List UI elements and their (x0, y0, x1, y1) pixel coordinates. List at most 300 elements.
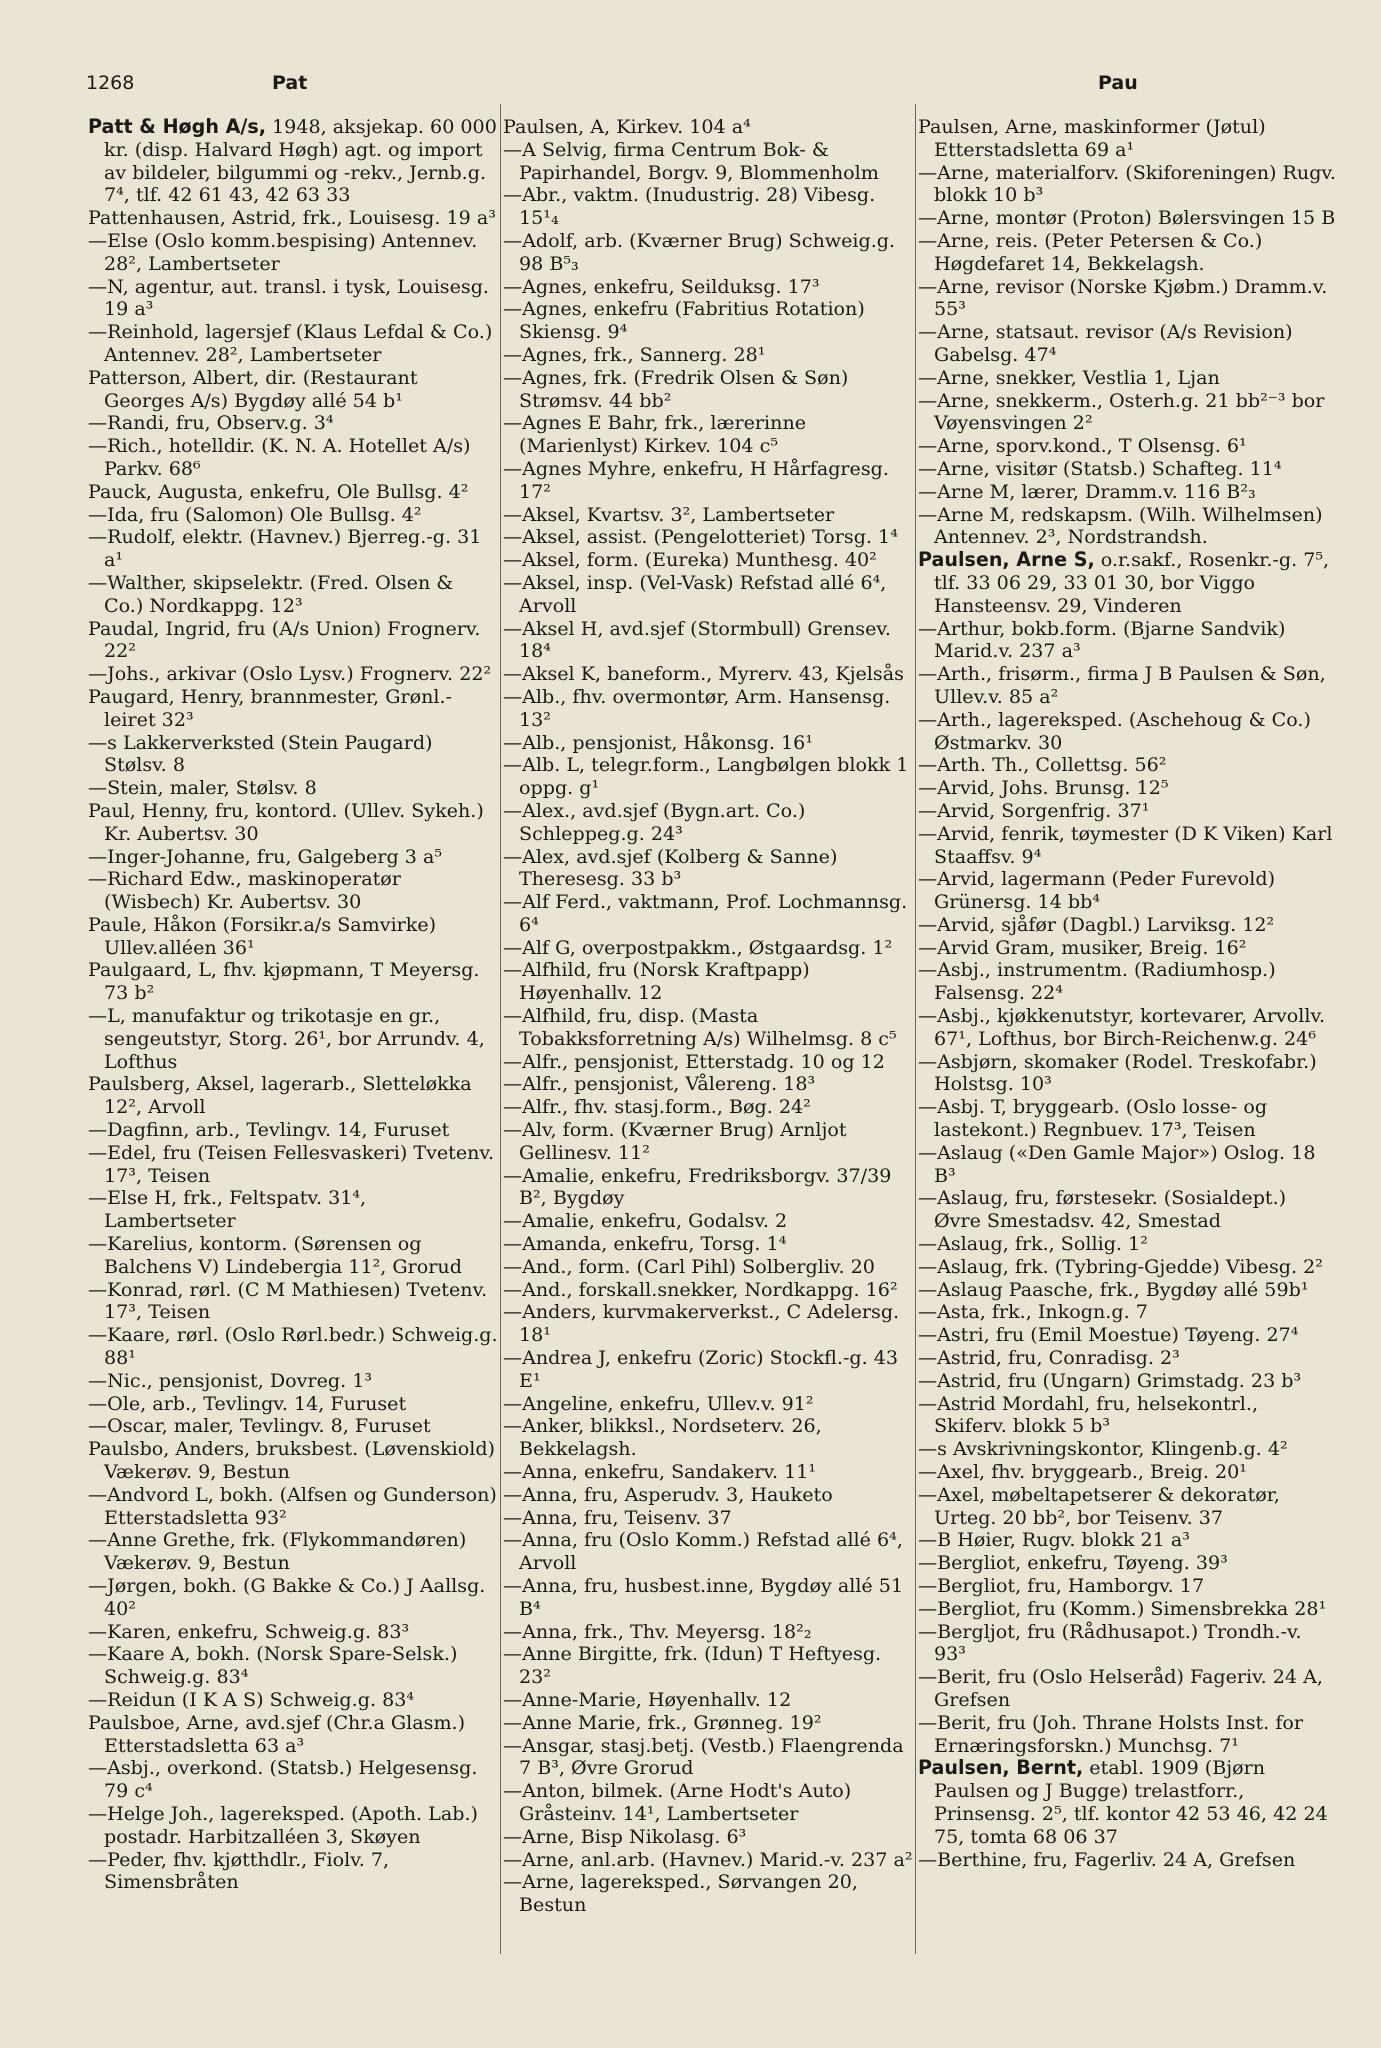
entry-text: —Arne, materialforv. (Skiforeningen) Rugv. blokk 10 b³ (918, 160, 1337, 207)
entry-text: —s Avskrivningskontor, Klingenb.g. 4² (918, 1437, 1288, 1461)
directory-entry (918, 1256, 1336, 1279)
entry-heading: Paulsen, Bernt, (918, 1756, 1084, 1780)
directory-entry (88, 1529, 498, 1575)
directory-entry (88, 1142, 498, 1188)
directory-entry (918, 116, 1336, 162)
directory-entry (88, 504, 498, 527)
entry-text: —Randi, fru, Observ.g. 3⁴ (88, 411, 334, 435)
directory-entry (88, 777, 498, 800)
entry-text: —Arvid, lagermann (Peder Furevold) Grünersg. 14 bb⁴ (918, 867, 1276, 914)
directory-entry (503, 1643, 913, 1689)
directory-entry (88, 1005, 498, 1073)
directory-entry (503, 1712, 913, 1735)
directory-entry (918, 1142, 1336, 1188)
entry-text: —Arne, reis. (Peter Petersen & Co.) Høgdefaret 14, Bekkelagsh. (918, 228, 1263, 275)
entry-text: —Arth., frisørm., firma J B Paulsen & Søn, Ullev.v. 85 a² (918, 662, 1326, 708)
directory-entry (88, 412, 498, 435)
entry-text: —Rudolf, elektr. (Havnev.) Bjerreg.-g. 31 a¹ (88, 525, 482, 572)
entry-text: Paulsbo, Anders, bruksbest. (Løvenskiold) Vækerøv. 9, Bestun (88, 1437, 496, 1484)
directory-entry (88, 116, 498, 207)
directory-entry (88, 1803, 498, 1849)
directory-entry (918, 1461, 1336, 1484)
entry-text: —Bergljot, fru (Rådhusapot.) Trondh.-v. 93³ (918, 1619, 1302, 1666)
directory-entry (503, 116, 913, 139)
entry-text: —Arvid, Johs. Brunsg. 12⁵ (918, 776, 1169, 800)
directory-entry (918, 914, 1336, 937)
directory-entry (918, 1324, 1336, 1347)
entry-text: —Alb. L, telegr.form., Langbølgen blokk 1 oppg. g¹ (503, 753, 909, 800)
directory-entry (88, 481, 498, 504)
entry-text: —Agnes, enkefru (Fabritius Rotation) Skiensg. 9⁴ (503, 297, 865, 344)
directory-entry (503, 959, 913, 1005)
left-guide-word: Pat (272, 72, 308, 94)
entry-text: Paulsberg, Aksel, lagerarb., Sletteløkka 12², Arvoll (88, 1072, 472, 1119)
directory-entry (503, 1735, 913, 1781)
entry-text: —Anne Grethe, frk. (Flykommandøren) Vækerøv. 9, Bestun (88, 1528, 467, 1575)
entry-text: —Bergliot, fru, Hamborgv. 17 (918, 1574, 1205, 1597)
directory-entry (918, 1575, 1336, 1598)
directory-entry (918, 390, 1336, 436)
directory-entry (503, 184, 913, 230)
entry-text: —Anders, kurvmakerverkst., C Adelersg. 18¹ (503, 1300, 900, 1347)
directory-entry (503, 1780, 913, 1826)
directory-entry (918, 367, 1336, 390)
directory-entry (88, 1393, 498, 1416)
entry-text: —Stein, maler, Stølsv. 8 (88, 776, 317, 800)
entry-text: —Berthine, fru, Fagerliv. 24 A, Grefsen (918, 1847, 1296, 1871)
entry-text: —Asta, frk., Inkogn.g. 7 (918, 1300, 1148, 1324)
directory-entry (918, 1301, 1336, 1324)
entry-text: o.r.sakf., Rosenkr.-g. 7⁵, tlf. 33 06 29, 33 01 30, bor Viggo Hansteensv. 29, Vinderen (934, 548, 1330, 617)
entry-text: —Anker, blikksl., Nordseterv. 26, Bekkelagsh. (503, 1414, 822, 1461)
directory-entry (88, 1233, 498, 1279)
entry-text: —Aksel, Kvartsv. 3², Lambertseter (503, 502, 835, 526)
directory-entry (503, 1849, 913, 1872)
directory-entry (503, 367, 913, 413)
entry-text: —s Lakkerverksted (Stein Paugard) Stølsv. 8 (88, 730, 433, 777)
entry-text: —Agnes, frk. (Fredrik Olsen & Søn) Strømsv. 44 bb² (503, 365, 849, 412)
entry-text: —Karen, enkefru, Schweig.g. 83³ (88, 1619, 410, 1643)
entry-text: —Anna, fru, Asperudv. 3, Hauketo (503, 1482, 833, 1506)
entry-text: —Arvid, sjåfør (Dagbl.) Larviksg. 12² (918, 912, 1275, 936)
directory-entry (88, 230, 498, 276)
entry-text: —Karelius, kontorm. (Sørensen og Balchens V) Lindebergia 11², Grorud (88, 1232, 462, 1278)
entry-text: —Nic., pensjonist, Dovreg. 1³ (88, 1368, 373, 1392)
entry-text: —Johs., arkivar (Oslo Lysv.) Frognerv. 22² (88, 662, 492, 686)
entry-text: —Agnes E Bahr, frk., lærerinne (Marienlyst) Kirkev. 104 c⁵ (503, 411, 807, 458)
directory-entry (88, 663, 498, 686)
page-number: 1268 (86, 72, 135, 94)
entry-text: —Else (Oslo komm.bespising) Antennev. 28², Lambertseter (88, 228, 478, 275)
entry-text: —Aksel, insp. (Vel-Vask) Refstad allé 6⁴, Arvoll (503, 570, 887, 617)
directory-entry (503, 504, 913, 527)
entry-text: —Amanda, enkefru, Torsg. 1⁴ (503, 1232, 787, 1256)
entry-text: Paulsen, A, Kirkev. 104 a⁴ (503, 115, 751, 138)
directory-entry (88, 1712, 498, 1758)
directory-entry (88, 1415, 498, 1438)
entry-text: —Anna, enkefru, Sandakerv. 11¹ (503, 1460, 817, 1484)
directory-entry (918, 1279, 1336, 1302)
directory-entry (88, 1324, 498, 1370)
entry-text: —Andrea J, enkefru (Zoric) Stockfl.-g. 43 E¹ (503, 1346, 899, 1392)
entry-text: —Arne, montør (Proton) Bølersvingen 15 B (918, 206, 1336, 230)
entry-text: —Arvid Gram, musiker, Breig. 16² (918, 935, 1247, 959)
directory-entry (503, 1165, 913, 1211)
entry-text: —Amalie, enkefru, Godalsv. 2 (503, 1209, 788, 1233)
entry-text: —Edel, fru (Teisen Fellesvaskeri) Tvetenv. 17³, Teisen (88, 1140, 495, 1187)
entry-text: —Astrid, fru (Ungarn) Grimstadg. 23 b³ (918, 1368, 1302, 1392)
directory-entry (88, 1484, 498, 1530)
entry-text: —Arne, snekker, Vestlia 1, Ljan (918, 365, 1220, 389)
entry-text: —Agnes Myhre, enkefru, H Hårfagresg. 17² (503, 456, 889, 503)
directory-entry (918, 230, 1336, 276)
entry-text: Paulsen, Arne, maskinformer (Jøtul) Etterstadsletta 69 a¹ (918, 115, 1266, 161)
entry-text: —B Høier, Rugv. blokk 21 a³ (918, 1528, 1190, 1552)
entry-text: Paudal, Ingrid, fru (A/s Union) Frognerv. 22² (88, 616, 481, 663)
directory-entry (503, 1051, 913, 1074)
entry-text: etabl. 1909 (Bjørn Paulsen og J Bugge) trelastforr., Prinsensg. 2⁵, tlf. kontor 42 53 46, 42 24 75, tomta 68 06 37 (934, 1756, 1328, 1848)
entry-text: —Alf G, overpostpakkm., Østgaardsg. 1² (503, 935, 893, 959)
directory-entry (918, 435, 1336, 458)
entry-text: —Bergliot, fru (Komm.) Simensbrekka 28¹ (918, 1596, 1327, 1620)
directory-entry (88, 1575, 498, 1621)
entry-text: —Alb., pensjonist, Håkonsg. 16¹ (503, 730, 813, 754)
directory-entry (503, 937, 913, 960)
entry-text: —Anne Marie, frk., Grønneg. 19² (503, 1710, 822, 1734)
entry-text: —Alfr., pensjonist, Etterstadg. 10 og 12 (503, 1049, 885, 1073)
entry-text: —Dagfinn, arb., Tevlingv. 14, Furuset (88, 1118, 450, 1142)
directory-entry (503, 344, 913, 367)
directory-entry (88, 686, 498, 732)
entry-text: Pattenhausen, Astrid, frk., Louisesg. 19 a³ (88, 206, 496, 230)
page-header (0, 72, 1381, 106)
directory-entry (88, 800, 498, 846)
entry-text: —Alv, form. (Kværner Brug) Arnljot Gellinesv. 11² (503, 1118, 847, 1164)
entry-text: —Ansgar, stasj.betj. (Vestb.) Flaengrenda 7 B³, Øvre Grorud (503, 1733, 904, 1780)
entry-text: —Arne, statsaut. revisor (A/s Revision) Gabelsg. 47⁴ (918, 320, 1293, 366)
directory-entry (503, 1233, 913, 1256)
directory-entry (88, 1119, 498, 1142)
entry-text: —Alfhild, fru, disp. (Masta Tobakksforretning A/s) Wilhelmsg. 8 c⁵ (503, 1004, 897, 1050)
directory-entry (918, 549, 1336, 617)
directory-entry (88, 868, 498, 914)
directory-entry (503, 1575, 913, 1621)
directory-entry (503, 549, 913, 572)
entry-text: —Berit, fru (Joh. Thrane Holsts Inst. for Ernæringsforskn.) Munchsg. 7¹ (918, 1710, 1304, 1757)
directory-entry (503, 732, 913, 755)
directory-entry (918, 1393, 1336, 1439)
directory-entry (88, 618, 498, 664)
entry-text: —Arne M, lærer, Dramm.v. 116 B²₃ (918, 479, 1256, 503)
directory-entry (503, 846, 913, 892)
directory-entry (503, 1119, 913, 1165)
column-divider (915, 104, 916, 1954)
entry-text: —Arne, lagereksped., Sørvangen 20, Bestun (503, 1870, 858, 1917)
entry-text: —Alex., avd.sjef (Bygn.art. Co.) Schleppeg.g. 24³ (503, 798, 806, 845)
entry-text: —Kaare A, bokh. (Norsk Spare-Selsk.) Schweig.g. 83⁴ (88, 1642, 458, 1689)
directory-entry (918, 481, 1336, 504)
directory-entry (503, 1301, 913, 1347)
entry-text: —Aksel K, baneform., Myrerv. 43, Kjelsås (503, 662, 904, 686)
directory-entry (918, 663, 1336, 709)
entry-text: —Asbj., instrumentm. (Radiumhosp.) Falsensg. 22⁴ (918, 958, 1276, 1005)
directory-entry (918, 937, 1336, 960)
directory-entry (503, 298, 913, 344)
entry-text: Paulgaard, L, fhv. kjøpmann, T Meyersg. 73 b² (88, 958, 480, 1005)
directory-entry (88, 321, 498, 367)
directory-entry (503, 458, 913, 504)
column-divider (500, 104, 501, 1954)
column-2 (503, 116, 913, 1917)
directory-entry (918, 162, 1336, 208)
directory-entry (503, 1096, 913, 1119)
entry-text: —Arne, visitør (Statsb.) Schafteg. 11⁴ (918, 456, 1282, 480)
entry-text: —Alfr., fhv. stasj.form., Bøg. 24² (503, 1095, 811, 1119)
entry-text: —N, agentur, aut. transl. i tysk, Louisesg. 19 a³ (88, 274, 489, 321)
entry-text: —Walther, skipselektr. (Fred. Olsen & Co.) Nordkappg. 12³ (88, 570, 454, 617)
directory-entry (503, 618, 913, 664)
entry-text: —Anton, bilmek. (Arne Hodt's Auto) Gråsteinv. 14¹, Lambertseter (503, 1779, 852, 1825)
entry-text: —Astrid Mordahl, fru, helsekontrl., Skiferv. blokk 5 b³ (918, 1391, 1259, 1438)
entry-text: Paule, Håkon (Forsikr.a/s Samvirke) Ullev.alléen 36¹ (88, 912, 437, 959)
column-1 (88, 116, 498, 1894)
directory-entry (918, 1187, 1336, 1233)
entry-text: —Arthur, bokb.form. (Bjarne Sandvik) Marid.v. 237 a³ (918, 616, 1286, 663)
directory-entry (88, 1621, 498, 1644)
entry-heading: Paulsen, Arne S, (918, 548, 1095, 572)
entry-text: —Alb., fhv. overmontør, Arm. Hansensg. 13² (503, 684, 891, 731)
entry-text: —Arth. Th., Collettsg. 56² (918, 753, 1167, 777)
entry-text: —Angeline, enkefru, Ullev.v. 91² (503, 1391, 814, 1415)
entry-text: —Arne, revisor (Norske Kjøbm.) Dramm.v. 55³ (918, 274, 1328, 321)
entry-text: —Berit, fru (Oslo Helseråd) Fageriv. 24 A, Grefsen (918, 1665, 1323, 1711)
entry-heading: Patt & Høgh A/s, (88, 115, 266, 138)
directory-entry (918, 868, 1336, 914)
entry-text: —Else H, frk., Feltspatv. 31⁴, Lambertseter (88, 1186, 367, 1233)
entry-text: —And., forskall.snekker, Nordkappg. 16² (503, 1277, 898, 1301)
right-guide-word: Pau (1098, 72, 1138, 94)
directory-entry (503, 1871, 913, 1917)
directory-entry (918, 504, 1336, 550)
entry-text: —Aslaug («Den Gamle Major») Oslog. 18 B³ (918, 1140, 1316, 1187)
directory-entry (503, 230, 913, 276)
directory-entry (918, 1484, 1336, 1530)
entry-text: —Arne, snekkerm., Osterh.g. 21 bb²⁻³ bor Vøyensvingen 2² (918, 388, 1325, 435)
directory-entry (88, 1187, 498, 1233)
entry-text: —Alf Ferd., vaktmann, Prof. Lochmannsg. 6⁴ (503, 890, 908, 936)
entry-text: —And., form. (Carl Pihl) Solbergliv. 20 (503, 1254, 875, 1278)
directory-entry (918, 458, 1336, 481)
directory-entry (88, 732, 498, 778)
entry-text: —Ida, fru (Salomon) Ole Bullsg. 4² (88, 502, 422, 526)
directory-entry (503, 1279, 913, 1302)
entry-text: —Aslaug Paasche, frk., Bygdøy allé 59b¹ (918, 1277, 1309, 1301)
entry-text: —Helge Joh., lagereksped. (Apoth. Lab.) postadr. Harbitzalléen 3, Skøyen (88, 1801, 478, 1848)
entry-text: —Astri, fru (Emil Moestue) Tøyeng. 27⁴ (918, 1323, 1299, 1347)
directory-entry (88, 1849, 498, 1895)
entry-text: —Anna, fru (Oslo Komm.) Refstad allé 6⁴, Arvoll (503, 1528, 903, 1575)
entry-text: —Kaare, rørl. (Oslo Rørl.bedr.) Schweig.g. 88¹ (88, 1323, 498, 1370)
entry-text: —Richard Edw., maskinoperatør (Wisbech) Kr. Aubertsv. 30 (88, 867, 401, 914)
directory-entry (503, 572, 913, 618)
directory-entry (88, 207, 498, 230)
directory-entry (88, 1073, 498, 1119)
directory-entry (503, 276, 913, 299)
entry-text: —Arne, Bisp Nikolasg. 6³ (503, 1824, 747, 1848)
directory-entry (503, 1210, 913, 1233)
entry-text: —Aslaug, frk. (Tybring-Gjedde) Vibesg. 2² (918, 1254, 1323, 1278)
directory-entry (88, 1689, 498, 1712)
entry-text: —Reidun (I K A S) Schweig.g. 83⁴ (88, 1687, 415, 1711)
directory-entry (503, 1256, 913, 1279)
entry-text: —Anne-Marie, Høyenhallv. 12 (503, 1687, 792, 1711)
entry-text: —Konrad, rørl. (C M Mathiesen) Tvetenv. 17³, Teisen (88, 1277, 488, 1324)
entry-text: —L, manufaktur og trikotasje en gr., sengeutstyr, Storg. 26¹, bor Arrundv. 4, Lofthus (88, 1004, 485, 1073)
entry-text: —Asbj., kjøkkenutstyr, kortevarer, Arvollv. 67¹, Lofthus, bor Birch-Reichenw.g. 24⁶ (918, 1004, 1326, 1050)
directory-entry (918, 1712, 1336, 1758)
directory-entry (503, 1461, 913, 1484)
directory-entry (918, 1005, 1336, 1051)
directory-entry (88, 572, 498, 618)
directory-entry (918, 959, 1336, 1005)
entry-text: —A Selvig, firma Centrum Bok- & Papirhandel, Borgv. 9, Blommenholm (503, 137, 879, 184)
directory-entry (88, 435, 498, 481)
directory-entry (918, 823, 1336, 869)
entry-text: —Inger-Johanne, fru, Galgeberg 3 a⁵ (88, 844, 442, 868)
entry-text: —Alex, avd.sjef (Kolberg & Sanne) Theresesg. 33 b³ (503, 844, 838, 891)
entry-text: —Anna, fru, husbest.inne, Bygdøy allé 51 B⁴ (503, 1574, 904, 1620)
entry-text: —Asbj., overkond. (Statsb.) Helgesensg. 79 c⁴ (88, 1756, 478, 1803)
directory-entry (503, 1415, 913, 1461)
entry-text: —Jørgen, bokh. (G Bakke & Co.) J Aallsg. 40² (88, 1574, 486, 1620)
directory-entry (918, 1666, 1336, 1712)
entry-text: —Alfhild, fru (Norsk Kraftpapp) Høyenhallv. 12 (503, 958, 810, 1005)
directory-entry (503, 1826, 913, 1849)
directory-entry (503, 663, 913, 686)
directory-entry (88, 276, 498, 322)
directory-entry (503, 800, 913, 846)
directory-entry (503, 1347, 913, 1393)
directory-entry (918, 800, 1336, 823)
directory-entry (918, 777, 1336, 800)
directory-entry (503, 1507, 913, 1530)
entry-text: —Bergliot, enkefru, Tøyeng. 39³ (918, 1551, 1228, 1575)
directory-entry (918, 1096, 1336, 1142)
directory-entry (503, 891, 913, 937)
entry-text: —Arne M, redskapsm. (Wilh. Wilhelmsen) Antennev. 2³, Nordstrandsh. (918, 502, 1323, 549)
entry-text: —Asbjørn, skomaker (Rodel. Treskofabr.) Holstsg. 10³ (918, 1049, 1317, 1096)
directory-entry (918, 1233, 1336, 1256)
directory-entry (918, 1051, 1336, 1097)
entry-text: —Alfr., pensjonist, Vålereng. 18³ (503, 1072, 816, 1096)
directory-entry (503, 526, 913, 549)
directory-entry (88, 526, 498, 572)
directory-entry (88, 367, 498, 413)
column-3 (918, 116, 1336, 1871)
directory-entry (918, 618, 1336, 664)
directory-entry (503, 139, 913, 185)
directory-entry (503, 1484, 913, 1507)
directory-entry (918, 1849, 1336, 1872)
entry-text: Paugard, Henry, brannmester, Grønl.-leiret 32³ (88, 684, 453, 731)
entry-text: —Amalie, enkefru, Fredriksborgv. 37/39 B², Bygdøy (503, 1163, 892, 1210)
entry-text: —Arne, sporv.kond., T Olsensg. 6¹ (918, 434, 1247, 458)
entry-text: —Aksel H, avd.sjef (Stormbull) Grensev. 18⁴ (503, 616, 891, 663)
entry-text: —Adolf, arb. (Kværner Brug) Schweig.g. 98 B⁵₃ (503, 228, 896, 275)
directory-entry (88, 959, 498, 1005)
directory-entry (918, 1347, 1336, 1370)
directory-entry (918, 321, 1336, 367)
entry-text: —Arne, anl.arb. (Havnev.) Marid.-v. 237 a² (503, 1847, 913, 1871)
entry-text: —Peder, fhv. kjøtthdlr., Fiolv. 7, Simensbråten (88, 1847, 390, 1894)
directory-entry (88, 914, 498, 960)
directory-entry (918, 754, 1336, 777)
entry-text: —Aslaug, frk., Sollig. 1² (918, 1232, 1148, 1256)
directory-entry (918, 1757, 1336, 1848)
entry-text: Paul, Henny, fru, kontord. (Ullev. Sykeh.) Kr. Aubertsv. 30 (88, 798, 484, 845)
directory-entry (918, 1370, 1336, 1393)
entry-text: —Aslaug, fru, førstesekr. (Sosialdept.) Øvre Smestadsv. 42, Smestad (918, 1186, 1287, 1233)
directory-entry (918, 1529, 1336, 1552)
directory-entry (88, 846, 498, 869)
directory-entry (503, 1689, 913, 1712)
directory-entry (503, 686, 913, 732)
entry-text: Paulsboe, Arne, avd.sjef (Chr.a Glasm.) Etterstadsletta 63 a³ (88, 1710, 466, 1757)
entry-text: —Reinhold, lagersjef (Klaus Lefdal & Co.) Antennev. 28², Lambertseter (88, 320, 493, 366)
entry-text: —Arth., lagereksped. (Aschehoug & Co.) Østmarkv. 30 (918, 707, 1311, 754)
entry-text: —Agnes, enkefru, Seilduksg. 17³ (503, 274, 820, 298)
entry-text: —Ole, arb., Tevlingv. 14, Furuset (88, 1391, 407, 1415)
directory-entry (503, 1529, 913, 1575)
entry-text: —Anne Birgitte, frk. (Idun) T Heftyesg. 23² (503, 1642, 882, 1689)
directory-entry (503, 1073, 913, 1096)
entry-text: —Oscar, maler, Tevlingv. 8, Furuset (88, 1414, 431, 1438)
entry-text: 1948, aksjekap. 60 000 kr. (disp. Halvard Høgh) agt. og import av bildeler, bilgummi og -rekv., Jernb.g. 7⁴, tlf. 42 61 43, 42 63 33 (104, 115, 497, 207)
entry-text: —Anna, fru, Teisenv. 37 (503, 1505, 732, 1529)
entry-text: —Andvord L, bokh. (Alfsen og Gunderson) Etterstadsletta 93² (88, 1482, 497, 1529)
directory-entry (918, 1621, 1336, 1667)
directory-entry (503, 1005, 913, 1051)
entry-text: —Axel, fhv. bryggearb., Breig. 20¹ (918, 1460, 1247, 1484)
directory-entry (918, 207, 1336, 230)
entry-text: —Arvid, Sorgenfrig. 37¹ (918, 798, 1150, 822)
directory-entry (88, 1438, 498, 1484)
directory-entry (918, 1552, 1336, 1575)
directory-entry (88, 1370, 498, 1393)
directory-entry (88, 1757, 498, 1803)
directory-entry (88, 1279, 498, 1325)
directory-entry (918, 1598, 1336, 1621)
directory-entry (503, 412, 913, 458)
entry-text: —Axel, møbeltapetserer & dekoratør, Urteg. 20 bb², bor Teisenv. 37 (918, 1482, 1280, 1529)
entry-text: —Agnes, frk., Sannerg. 28¹ (503, 342, 766, 366)
directory-entry (918, 276, 1336, 322)
directory-entry (503, 1621, 913, 1644)
entry-text: —Astrid, fru, Conradisg. 2³ (918, 1346, 1180, 1370)
entry-text: —Aksel, form. (Eureka) Munthesg. 40² (503, 548, 877, 572)
directory-entry (918, 709, 1336, 755)
directory-entry (503, 754, 913, 800)
entry-text: —Abr., vaktm. (Inudustrig. 28) Vibesg. 15¹₄ (503, 183, 876, 230)
directory-entry (503, 1393, 913, 1416)
entry-text: —Rich., hotelldir. (K. N. A. Hotellet A/s) Parkv. 68⁶ (88, 434, 471, 480)
entry-text: —Arvid, fenrik, tøymester (D K Viken) Karl Staaffsv. 9⁴ (918, 821, 1333, 868)
entry-text: —Aksel, assist. (Pengelotteriet) Torsg. 1⁴ (503, 525, 898, 549)
entry-text: —Asbj. T, bryggearb. (Oslo losse- og lastekont.) Regnbuev. 17³, Teisen (918, 1095, 1268, 1142)
entry-text: Pauck, Augusta, enkefru, Ole Bullsg. 4² (88, 479, 469, 503)
entry-text: —Anna, frk., Thv. Meyersg. 18²₂ (503, 1619, 812, 1643)
directory-entry (918, 1438, 1336, 1461)
